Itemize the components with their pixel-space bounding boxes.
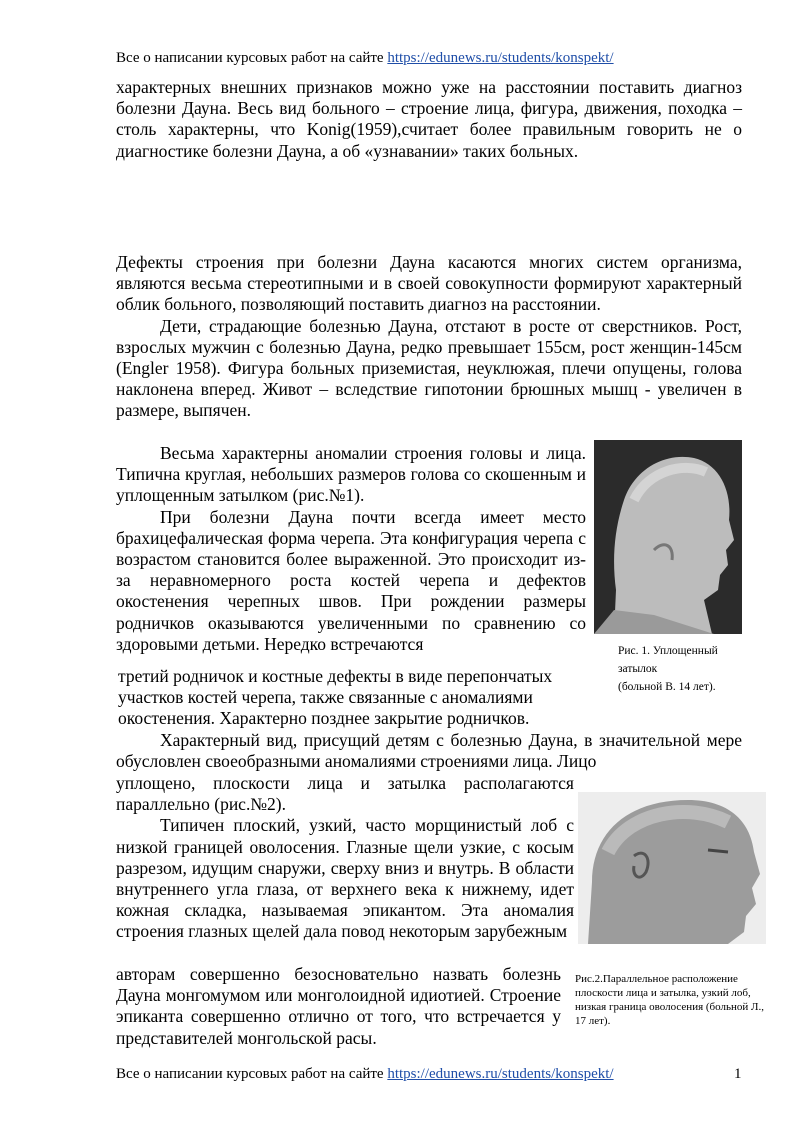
paragraph-text: Типичен плоский, узкий, часто морщинистый лоб с низкой границей оволосения. Глазные щели узкие, с косым разрезом, идущим снаружи, сверху вниз и внутрь. В области внутреннего угла глаза, от верхнего века к нижнему, идет кожная складка, называемая эпикантом. Эта аномалия строения глазных щелей дала повод некоторым зарубежным (116, 815, 574, 942)
paragraph-1 (116, 77, 742, 162)
paragraph-text: третий родничок и костные дефекты в виде перепончатых участков костей черепа, также связанные с аномалиями окостенения. Характерно позднее закрытие родничков. (118, 666, 553, 729)
figure-1-caption (618, 642, 748, 696)
page-footer (116, 1066, 614, 1083)
figure-1-photo (594, 440, 742, 634)
footer-text: Все о написании курсовых работ на сайте (116, 1066, 388, 1082)
footer-link[interactable]: https://edunews.ru/students/konspekt/ (387, 1066, 614, 1082)
face-profile-image (578, 792, 766, 944)
caption-line: Рис. 1. Уплощенный (618, 645, 718, 657)
paragraph-text: авторам совершенно безосновательно назвать болезнь Дауна монгомумом или монголоидной идиотией. Строение эпиканта совершенно отлично от того, что встречается у представителей монгольской расы. (116, 964, 561, 1048)
caption-line: (больной В. 14 лет). (618, 681, 716, 693)
caption-line: затылок (618, 663, 658, 675)
figure-2-caption: Рис.2.Параллельное расположение плоскости лица и затылка, узкий лоб, низкая граница оволосения (больной Л., 17 лет). (575, 973, 764, 1027)
paragraph-face-cont (116, 773, 574, 943)
paragraph-face (116, 730, 742, 772)
paragraph-2 (116, 252, 742, 422)
page-number: 1 (734, 1066, 742, 1082)
head-profile-image (594, 440, 742, 634)
paragraph-text: уплощено, плоскости лица и затылка располагаются параллельно (рис.№2). (116, 773, 574, 815)
header-link[interactable]: https://edunews.ru/students/konspekt/ (387, 50, 614, 66)
paragraph-text: Дети, страдающие болезнью Дауна, отстают в росте от сверстников. Рост, взрослых мужчин с болезнью Дауна, редко превышает 155см, рост женщин-145см (Engler 1958). Фигура больных приземистая, неуклюжая, плечи опущены, голова наклонена вперед. Живот – вследствие гипотонии брюшных мышц - увеличен в размере, выпячен. (116, 315, 742, 421)
paragraph-text: Характерный вид, присущий детям с болезнью Дауна, в значительной мере обусловлен своеобразными аномалиями строениями лица. Лицо (116, 730, 742, 772)
paragraph-text: характерных внешних признаков можно уже на расстоянии поставить диагноз болезни Дауна. Весь вид больного – строение лица, фигура, движения, походка – столь характерны, что Konig(1959),считает более правильным говорить не о диагностике болезни Дауна, а об «узнавании» таких больных. (116, 77, 742, 161)
paragraph-text: При болезни Дауна почти всегда имеет место брахицефалическая форма черепа. Эта конфигурация черепа с возрастом становится более выраженной. Это происходит из-за неравномерного роста костей черепа и дефектов окостенения черепных швов. При рождении размеры родничков оказываются увеличенными по сравнению со здоровыми детьми. Нередко встречаются (116, 506, 586, 654)
paragraph-epicanthus (116, 964, 561, 1049)
paragraph-head-anomalies (116, 443, 586, 655)
figure-2-photo (578, 792, 766, 944)
paragraph-fontanel (116, 666, 586, 730)
header-text: Все о написании курсовых работ на сайте (116, 50, 388, 66)
page-header (116, 50, 614, 67)
paragraph-text: Дефекты строения при болезни Дауна касаются многих систем организма, являются весьма стереотипными и в своей совокупности формируют характерный облик больного, позволяющий поставить диагноз на расстоянии. (116, 252, 742, 315)
paragraph-text: Весьма характерны аномалии строения головы и лица. Типична круглая, небольших размеров голова со скошенным и уплощенным затылком (рис.№1). (116, 443, 586, 506)
